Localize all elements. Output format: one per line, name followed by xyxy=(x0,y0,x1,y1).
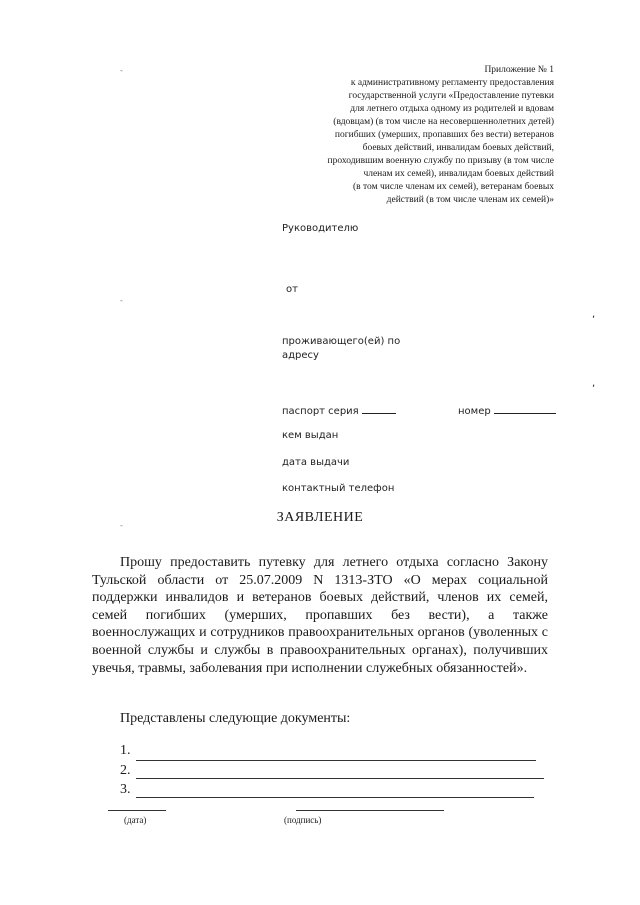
passport-series-label xyxy=(282,403,396,419)
document-item-3: 3. xyxy=(120,782,131,797)
appendix-line: Приложение № 1 xyxy=(484,65,554,75)
appendix-line: членам их семей), инвалидам боевых действий xyxy=(363,169,554,179)
issue-date-label: дата выдачи xyxy=(282,457,350,468)
from-label: от xyxy=(286,284,298,295)
head-label: Руководителю xyxy=(282,223,359,234)
appendix-line: боевых действий, инвалидам боевых действий, xyxy=(362,143,554,153)
passport-series-line xyxy=(362,403,396,414)
appendix-line: (вдовцам) (в том числе на несовершеннолетних детей) xyxy=(333,117,554,127)
number-text: номер xyxy=(458,406,491,417)
issued-by-label: кем выдан xyxy=(282,430,339,441)
phone-label: контактный телефон xyxy=(282,483,395,494)
appendix-line: проходившим военную службу по призыву (в том числе xyxy=(327,156,554,166)
signature-caption: (подпись) xyxy=(284,815,322,825)
signature-line xyxy=(296,810,444,811)
appendix-line: действий (в том числе членам их семей)» xyxy=(386,195,554,205)
appendix-line: к административному регламенту предоставления xyxy=(350,78,554,88)
document-line-3 xyxy=(136,797,534,798)
appendix-line: погибших (умерших, пропавших без вести) ветеранов xyxy=(334,130,554,140)
comma-mark: , xyxy=(592,378,596,389)
appendix-line: государственной услуги «Предоставление путевки xyxy=(348,91,554,101)
appendix-line: (в том числе членам их семей), ветеранам боевых xyxy=(352,182,554,192)
application-text: Прошу предоставить путевку для летнего отдыха согласно Закону Тульской области от 25.07.2009 N 1313-ЗТО «О мерах социальной поддержки инвалидов и ветеранов боевых действий, членов их семей, семей погибших (умерших, пропавших без вести), а также военнослужащих и сотрудников правоохранительных органов (уволенных с военной службы и службы в правоохранительных органах), получивших увечья, травмы, заболевания при исполнении служебных обязанностей». xyxy=(92,555,548,676)
documents-heading: Представлены следующие документы: xyxy=(120,711,351,726)
page-title: ЗАЯВЛЕНИЕ xyxy=(276,510,364,525)
residing-label: проживающего(ей) по xyxy=(282,336,401,347)
scan-mark: - xyxy=(120,521,123,530)
document-item-1: 1. xyxy=(120,743,131,758)
number-label xyxy=(458,403,556,419)
appendix-header xyxy=(270,64,554,207)
number-line xyxy=(494,403,556,414)
scan-mark: - xyxy=(120,66,123,75)
passport-series-text: паспорт серия xyxy=(282,406,359,417)
date-caption: (дата) xyxy=(124,815,147,825)
document-item-2: 2. xyxy=(120,763,131,778)
scan-mark: - xyxy=(120,296,123,305)
appendix-line: для летнего отдыха одному из родителей и вдовам xyxy=(350,104,554,114)
document-line-2 xyxy=(136,778,544,779)
document-line-1 xyxy=(136,760,536,761)
date-line xyxy=(108,810,166,811)
address-label: адресу xyxy=(282,350,319,361)
comma-mark: , xyxy=(592,309,596,320)
